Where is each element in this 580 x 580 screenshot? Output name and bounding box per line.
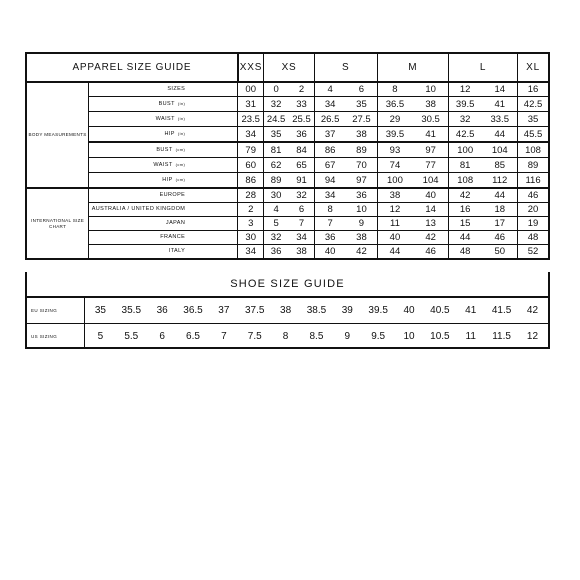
apparel-row <box>26 173 549 189</box>
shoe-size-value: 8 <box>282 331 289 342</box>
size-value-cell: 74 <box>377 158 413 173</box>
shoe-size-value: 39.5 <box>368 305 388 316</box>
row-label <box>89 188 238 203</box>
size-value-cell: 32 <box>448 112 481 127</box>
shoe-size-value: 9.5 <box>371 331 386 342</box>
size-value-cell: 38 <box>413 97 449 112</box>
size-value-cell: 10 <box>413 82 449 97</box>
row-label-unit: (cm) <box>175 147 186 152</box>
shoe-size-value: 9 <box>344 331 351 342</box>
apparel-row <box>26 217 549 231</box>
size-value-cell: 34 <box>289 231 315 245</box>
size-header-m: M <box>377 53 448 82</box>
apparel-row <box>26 188 549 203</box>
shoe-size-value: 12 <box>526 331 539 342</box>
shoe-row-label: EU SIZING <box>27 298 85 323</box>
size-value-cell: 17 <box>482 217 518 231</box>
shoe-row <box>27 298 548 324</box>
international-size-chart-label: INTERNATIONAL SIZE CHART <box>26 188 89 259</box>
shoe-size-value: 36 <box>156 305 168 316</box>
row-label-text: EUROPE <box>159 192 186 198</box>
size-value-cell: 30 <box>238 231 264 245</box>
shoe-size-value: 5 <box>97 331 104 342</box>
shoe-size-value: 40.5 <box>430 305 450 316</box>
row-label <box>89 112 238 127</box>
size-value-cell: 38 <box>377 188 413 203</box>
size-value-cell: 42.5 <box>448 127 481 143</box>
apparel-row <box>26 142 549 158</box>
size-header-s: S <box>314 53 377 82</box>
size-value-cell: 26.5 <box>314 112 345 127</box>
size-value-cell: 6 <box>289 203 315 217</box>
row-label-text: SIZES <box>167 86 186 92</box>
size-value-cell: 100 <box>377 173 413 189</box>
size-value-cell: 3 <box>238 217 264 231</box>
size-value-cell: 36 <box>346 188 377 203</box>
size-value-cell: 62 <box>264 158 289 173</box>
size-value-cell: 41 <box>413 127 449 143</box>
size-value-cell: 40 <box>314 245 345 260</box>
size-value-cell: 35 <box>264 127 289 143</box>
row-label-text: HIP <box>164 131 175 137</box>
size-value-cell: 104 <box>413 173 449 189</box>
size-value-cell: 33 <box>289 97 315 112</box>
size-value-cell: 28 <box>238 188 264 203</box>
size-value-cell: 67 <box>314 158 345 173</box>
row-label <box>89 173 238 189</box>
size-value-cell: 42 <box>448 188 481 203</box>
size-value-cell: 77 <box>413 158 449 173</box>
size-value-cell: 8 <box>314 203 345 217</box>
size-value-cell: 34 <box>238 127 264 143</box>
row-label-text: ITALY <box>168 248 186 254</box>
size-value-cell: 41 <box>482 97 518 112</box>
size-value-cell: 91 <box>289 173 315 189</box>
row-label <box>89 203 238 217</box>
size-value-cell: 79 <box>238 142 264 158</box>
size-value-cell: 29 <box>377 112 413 127</box>
row-label-text: BUST <box>156 147 173 153</box>
size-value-cell: 39.5 <box>448 97 481 112</box>
shoe-size-value: 10 <box>403 331 415 342</box>
shoe-size-table <box>25 272 550 349</box>
row-label <box>89 127 238 143</box>
shoe-row-label: US SIZING <box>27 324 85 349</box>
row-label-text: BUST <box>158 101 175 107</box>
size-value-cell: 18 <box>482 203 518 217</box>
row-label <box>89 82 238 97</box>
size-value-cell: 44 <box>482 188 518 203</box>
size-value-cell: 100 <box>448 142 481 158</box>
size-value-cell: 15 <box>448 217 481 231</box>
size-value-cell: 36 <box>314 231 345 245</box>
size-value-cell: 16 <box>448 203 481 217</box>
shoe-size-value: 37.5 <box>244 305 265 316</box>
size-value-cell: 44 <box>482 127 518 143</box>
size-value-cell: 40 <box>413 188 449 203</box>
size-value-cell: 13 <box>413 217 449 231</box>
size-value-cell: 7 <box>289 217 315 231</box>
size-value-cell: 108 <box>448 173 481 189</box>
size-value-cell: 46 <box>482 231 518 245</box>
size-value-cell: 5 <box>264 217 289 231</box>
size-value-cell: 97 <box>413 142 449 158</box>
size-value-cell: 93 <box>377 142 413 158</box>
size-value-cell: 10 <box>346 203 377 217</box>
shoe-size-value: 39 <box>341 305 353 316</box>
row-label-text: WAIST <box>153 162 173 168</box>
size-value-cell: 38 <box>346 231 377 245</box>
apparel-size-guide-title: APPAREL SIZE GUIDE <box>26 53 238 82</box>
size-value-cell: 60 <box>238 158 264 173</box>
body-measurements-label: BODY MEASUREMENTS <box>26 82 89 188</box>
size-value-cell: 46 <box>518 188 549 203</box>
shoe-size-value: 11 <box>465 331 476 342</box>
size-value-cell: 36 <box>289 127 315 143</box>
shoe-values <box>85 331 548 342</box>
size-value-cell: 48 <box>518 231 549 245</box>
size-value-cell: 85 <box>482 158 518 173</box>
size-header-xxs: XXS <box>238 53 264 82</box>
size-value-cell: 38 <box>346 127 377 143</box>
row-label <box>89 217 238 231</box>
apparel-row <box>26 231 549 245</box>
size-value-cell: 35 <box>346 97 377 112</box>
size-value-cell: 48 <box>448 245 481 260</box>
shoe-size-value: 41 <box>465 305 477 316</box>
size-value-cell: 31 <box>238 97 264 112</box>
size-value-cell: 12 <box>448 82 481 97</box>
shoe-size-value: 7.5 <box>247 331 262 342</box>
apparel-row <box>26 203 549 217</box>
size-value-cell: 46 <box>413 245 449 260</box>
shoe-size-value: 40 <box>403 305 415 316</box>
row-label-text: JAPAN <box>165 220 186 226</box>
shoe-size-value: 6 <box>159 331 165 342</box>
size-value-cell: 86 <box>238 173 264 189</box>
row-label <box>89 158 238 173</box>
size-value-cell: 00 <box>238 82 264 97</box>
apparel-row <box>26 97 549 112</box>
shoe-size-value: 38 <box>280 305 292 316</box>
shoe-size-value: 42 <box>526 305 539 316</box>
size-header-xs: XS <box>264 53 315 82</box>
apparel-header-row <box>26 53 549 82</box>
size-value-cell: 97 <box>346 173 377 189</box>
size-value-cell: 0 <box>264 82 289 97</box>
row-label-unit: (cm) <box>175 162 186 167</box>
size-value-cell: 34 <box>314 188 345 203</box>
apparel-row <box>26 82 549 97</box>
shoe-size-value: 7 <box>221 331 227 342</box>
size-value-cell: 8 <box>377 82 413 97</box>
row-label-text: FRANCE <box>160 234 186 240</box>
size-value-cell: 32 <box>264 231 289 245</box>
row-label <box>89 245 238 260</box>
size-header-xl: XL <box>518 53 549 82</box>
size-value-cell: 4 <box>264 203 289 217</box>
size-value-cell: 44 <box>448 231 481 245</box>
size-value-cell: 70 <box>346 158 377 173</box>
apparel-row <box>26 112 549 127</box>
size-value-cell: 45.5 <box>518 127 549 143</box>
row-label-text: AUSTRALIA / UNITED KINGDOM <box>91 206 186 212</box>
size-value-cell: 84 <box>289 142 315 158</box>
size-value-cell: 30.5 <box>413 112 449 127</box>
size-value-cell: 50 <box>482 245 518 260</box>
row-label-unit: (cm) <box>175 177 186 182</box>
size-value-cell: 42 <box>346 245 377 260</box>
size-value-cell: 116 <box>518 173 549 189</box>
row-label <box>89 97 238 112</box>
size-header-l: L <box>448 53 517 82</box>
row-label <box>89 231 238 245</box>
size-value-cell: 39.5 <box>377 127 413 143</box>
size-value-cell: 32 <box>264 97 289 112</box>
size-value-cell: 37 <box>314 127 345 143</box>
size-value-cell: 20 <box>518 203 549 217</box>
shoe-size-value: 10.5 <box>430 331 450 342</box>
size-value-cell: 94 <box>314 173 345 189</box>
size-value-cell: 36 <box>264 245 289 260</box>
size-value-cell: 40 <box>377 231 413 245</box>
apparel-row <box>26 245 549 260</box>
size-value-cell: 34 <box>314 97 345 112</box>
size-value-cell: 33.5 <box>482 112 518 127</box>
size-value-cell: 89 <box>264 173 289 189</box>
size-value-cell: 19 <box>518 217 549 231</box>
apparel-row <box>26 158 549 173</box>
size-value-cell: 2 <box>238 203 264 217</box>
size-value-cell: 35 <box>518 112 549 127</box>
shoe-size-value: 36.5 <box>183 305 203 316</box>
size-value-cell: 14 <box>413 203 449 217</box>
size-guide-sheet <box>25 52 550 349</box>
size-value-cell: 81 <box>264 142 289 158</box>
size-value-cell: 32 <box>289 188 315 203</box>
size-value-cell: 44 <box>377 245 413 260</box>
size-value-cell: 2 <box>289 82 315 97</box>
row-label-text: HIP <box>162 177 173 183</box>
size-value-cell: 9 <box>346 217 377 231</box>
size-value-cell: 81 <box>448 158 481 173</box>
size-value-cell: 12 <box>377 203 413 217</box>
shoe-size-guide-title: SHOE SIZE GUIDE <box>27 272 548 298</box>
size-value-cell: 36.5 <box>377 97 413 112</box>
size-value-cell: 42.5 <box>518 97 549 112</box>
row-label-unit: (in) <box>177 101 186 106</box>
shoe-size-value: 5.5 <box>124 331 139 342</box>
size-value-cell: 42 <box>413 231 449 245</box>
size-value-cell: 89 <box>518 158 549 173</box>
size-value-cell: 86 <box>314 142 345 158</box>
shoe-size-value: 35 <box>94 305 106 316</box>
shoe-row <box>27 324 548 349</box>
shoe-values <box>85 305 548 316</box>
size-value-cell: 6 <box>346 82 377 97</box>
shoe-size-value: 38.5 <box>306 305 327 316</box>
shoe-size-value: 11.5 <box>492 331 511 342</box>
size-value-cell: 104 <box>482 142 518 158</box>
size-value-cell: 4 <box>314 82 345 97</box>
row-label <box>89 142 238 158</box>
row-label-unit: (in) <box>177 116 186 121</box>
shoe-size-value: 35.5 <box>121 305 142 316</box>
size-value-cell: 34 <box>238 245 264 260</box>
size-value-cell: 14 <box>482 82 518 97</box>
row-label-text: WAIST <box>155 116 175 122</box>
size-value-cell: 16 <box>518 82 549 97</box>
size-value-cell: 30 <box>264 188 289 203</box>
row-label-unit: (in) <box>177 131 186 136</box>
size-value-cell: 11 <box>377 217 413 231</box>
shoe-size-value: 41.5 <box>491 305 512 316</box>
size-value-cell: 65 <box>289 158 315 173</box>
size-value-cell: 112 <box>482 173 518 189</box>
size-value-cell: 89 <box>346 142 377 158</box>
apparel-size-table <box>25 52 550 260</box>
size-value-cell: 52 <box>518 245 549 260</box>
size-value-cell: 25.5 <box>289 112 315 127</box>
size-value-cell: 7 <box>314 217 345 231</box>
size-value-cell: 108 <box>518 142 549 158</box>
apparel-row <box>26 127 549 143</box>
size-value-cell: 23.5 <box>238 112 264 127</box>
shoe-size-value: 6.5 <box>186 331 200 342</box>
size-value-cell: 24.5 <box>264 112 289 127</box>
size-value-cell: 38 <box>289 245 315 260</box>
size-value-cell: 27.5 <box>346 112 377 127</box>
shoe-size-value: 8.5 <box>309 331 324 342</box>
shoe-size-value: 37 <box>218 305 230 316</box>
